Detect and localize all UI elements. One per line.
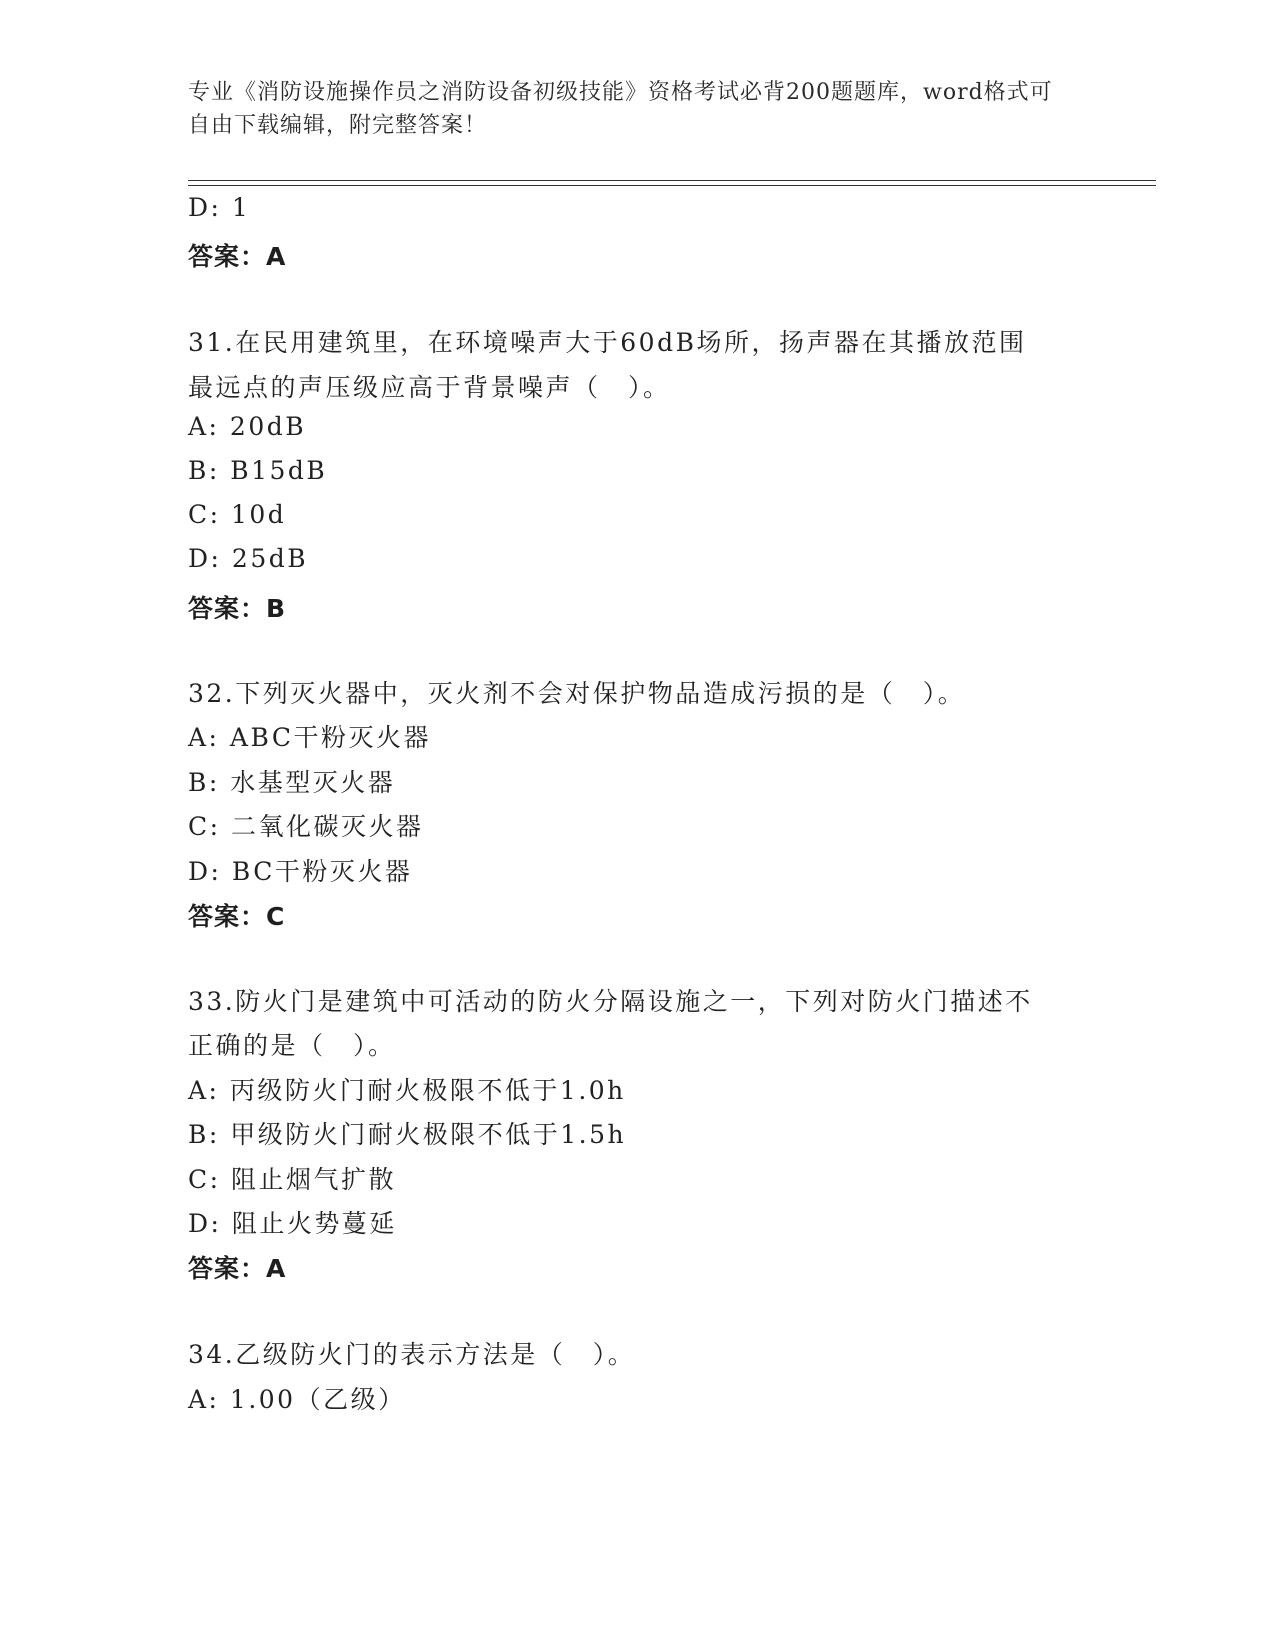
question-33-answer: 答案：A <box>188 1254 287 1283</box>
question-34-text-line1: 34.乙级防火门的表示方法是（ ）。 <box>188 1340 636 1369</box>
question-33-text-line2: 正确的是（ ）。 <box>188 1031 396 1060</box>
question-33-option-a: A: 丙级防火门耐火极限不低于1.0h <box>188 1076 626 1105</box>
question-31-answer: 答案：B <box>188 594 287 623</box>
question-32-option-d: D: BC干粉灭火器 <box>188 857 413 886</box>
question-32-option-c: C: 二氧化碳灭火器 <box>188 812 424 841</box>
header-divider-top <box>188 180 1156 181</box>
question-32-option-a: A: ABC干粉灭火器 <box>188 723 431 752</box>
prev-option-d: D: 1 <box>188 193 251 222</box>
question-31-option-a: A: 20dB <box>188 412 307 441</box>
document-header: 专业《消防设施操作员之消防设备初级技能》资格考试必背200题题库，word格式可自由下载编辑，附完整答案！ <box>188 80 1053 138</box>
question-33-option-b: B: 甲级防火门耐火极限不低于1.5h <box>188 1120 627 1149</box>
question-34-option-a: A: 1.00（乙级） <box>188 1385 406 1414</box>
header-divider-bottom <box>188 185 1156 186</box>
question-32-option-b: B: 水基型灭火器 <box>188 768 396 797</box>
question-31-option-b: B: B15dB <box>188 456 328 485</box>
prev-answer: 答案：A <box>188 242 287 271</box>
question-32-answer: 答案：C <box>188 902 286 931</box>
question-31-text-line2: 最远点的声压级应高于背景噪声（ ）。 <box>188 373 671 402</box>
question-32-text-line1: 32.下列灭火器中，灭火剂不会对保护物品造成污损的是（ ）。 <box>188 679 966 708</box>
question-31-option-d: D: 25dB <box>188 544 309 573</box>
question-33-option-d: D: 阻止火势蔓延 <box>188 1209 397 1238</box>
question-33-text-line1: 33.防火门是建筑中可活动的防火分隔设施之一，下列对防火门描述不 <box>188 987 1033 1016</box>
question-31-option-c: C: 10d <box>188 500 287 529</box>
question-31-text-line1: 31.在民用建筑里，在环境噪声大于60dB场所，扬声器在其播放范围 <box>188 328 1027 357</box>
question-33-option-c: C: 阻止烟气扩散 <box>188 1165 396 1194</box>
